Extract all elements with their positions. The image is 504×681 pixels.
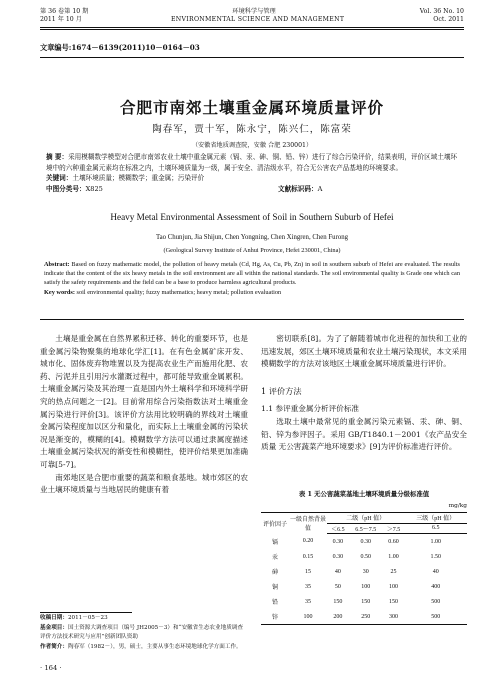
abstract-en <box>44 260 460 297</box>
date-cn: 2011 年 10 月 <box>40 16 82 23</box>
table-cell: 15 <box>305 568 311 575</box>
abstract-text-en: Based on fuzzy mathematic model, the pollution of heavy metals (Cd, Hg, As, Cu, Pb, Zn) in soil in southern suburb of Hefei are evaluated. The results indicate that the content of the six heavy metals in the soil environment are all within the national standards. The soil environmental quality is Grade one which can satisfy the safety requirements and the field can be a base to produce harmless agricultural products. <box>44 261 460 287</box>
abstract-label-en: Abstract: <box>44 261 70 268</box>
table-cell: 0.30 <box>332 553 344 560</box>
table-cell: 1.00 <box>388 553 399 560</box>
grade-standard-table <box>261 512 467 625</box>
abstract-text-cn: 采用模糊数学模型对合肥市南郊农业土壤中重金属元素（镉、汞、砷、铜、铅、锌）进行了综合污染评价，结果表明，评价区域土壤环境中的六种重金属元素均在标准之内，土壤环境质量为一级，属于安全、清洁级水平，符合无公害农产品基地的环境要求。 <box>46 153 458 172</box>
keywords-en: soil environmental quality; fuzzy mathematics; heavy metal; pollution evaluation <box>76 288 282 296</box>
table-cell: 镉 <box>271 539 278 546</box>
table-cell: 0.20 <box>302 538 314 545</box>
intro-paragraph-2: 南郊地区是合肥市重要的蔬菜和粮食基地。城市郊区的农业土壤环境质量与当地居民的健康有着 <box>40 472 248 495</box>
table-cell: 0.30 <box>332 538 344 545</box>
table-row <box>261 609 467 625</box>
table-cell: 100 <box>389 583 398 590</box>
table-row <box>261 549 467 564</box>
affiliation-cn: （安徽省地质调查院，安徽 合肥 230001） <box>191 142 313 149</box>
table-cell: 500 <box>431 598 441 605</box>
header-ph-high: ＞7.5 <box>383 523 405 534</box>
volume-issue-en: Vol. 36 No. 10 <box>419 8 464 15</box>
affiliation-en: (Geological Survey Institute of Anhui Province, Hefei 230001, China) <box>163 247 341 254</box>
table-row <box>261 594 467 609</box>
fund-text: 国土资源大调查项目（编号 JH2005－3）和“安徽省生态农业地质调查评价方法技术研究与应用”创新团队资助 <box>40 624 243 641</box>
section-heading-1: 1 评价方法 <box>261 385 302 396</box>
header-ph-grade3: 6.5 <box>404 523 467 534</box>
abstract-rule <box>40 319 464 320</box>
table-cell: 30 <box>362 568 369 575</box>
table-cell: 35 <box>305 598 311 605</box>
keywords-label-cn: 关键词： <box>46 174 73 182</box>
table-cell: 500 <box>404 609 467 625</box>
header-grade-3: 三级（pH 值） <box>404 513 467 524</box>
article-number-rule <box>40 57 464 58</box>
table-cell: 0.50 <box>360 553 371 560</box>
footnotes <box>40 614 248 652</box>
paper-title-en: Heavy Metal Environmental Assessment of Soil in Southern Suburb of Hefei <box>110 212 394 222</box>
intro-paragraph-1: 土壤是重金属在自然界累积迁移、转化的重要环节，也是重金属污染物聚集的地球化学汇[1]。在有色金属矿床开发、城市化、固体废弃物堆置以及为提高农业生产而施用化肥、农药、污泥并且引用污水灌溉过程中，都可能导致重金属累积。土壤重金属污染及其治理一直是国内外土壤科学和环境科学研究的热点问题之一[2]。目前常用综合污染指数法对土壤重金属污染进行评价[3]。该评价方法用比较明确的界线对土壤重金属污染程度加以区分和量化，而实际上土壤重金属的污染状况是渐变的，模糊的[4]。模糊数学方法可以通过隶属度描述土壤重金属污染状况的渐变性和模糊性，使评价结果更加准确可靠[5-7]。 <box>40 334 248 469</box>
keywords-cn: 土壤环境质量；模糊数学；重金属；污染评价 <box>72 174 205 182</box>
received-date: 2011－05－23 <box>67 615 108 621</box>
table-cell: 400 <box>431 583 441 590</box>
table-cell: 40 <box>334 568 341 575</box>
table-cell: 150 <box>361 598 371 605</box>
table-cell: 35 <box>305 583 311 590</box>
table-cell: 100 <box>289 609 327 625</box>
running-header <box>40 8 464 30</box>
authors-en: Tao Chunjun, Jia Shijun, Chen Yongning, Chen Xingren, Chen Furong <box>155 234 349 241</box>
method-paragraph-1: 选取土壤中最常见的重金属污染元素镉、汞、砷、铜、铅、锌为参评因子。采用 GB/T1840.1－2001《农产品安全质量 无公害蔬菜产地环境要求》[9]为评价标准进行评价。 <box>261 416 467 452</box>
page-number: · 164 · <box>40 664 62 672</box>
table-cell: 150 <box>333 598 343 605</box>
table-unit: mg/kg <box>448 503 467 509</box>
table-cell: 25 <box>390 568 397 575</box>
table-cell: 1.50 <box>430 553 441 560</box>
journal-name-en: ENVIRONMENTAL SCIENCE AND MANAGEMENT <box>170 16 345 23</box>
subsection-heading-1-1: 1.1 参评重金属分析评价标准 <box>261 404 360 414</box>
header-grade-2: 二级（pH 值） <box>327 513 404 524</box>
header-grade-1: 一级自然背景值 <box>289 513 327 534</box>
table-cell: 铅 <box>271 600 278 606</box>
header-rule <box>40 27 464 28</box>
table-row <box>261 579 467 594</box>
clc-label: 中图分类号： <box>46 184 86 193</box>
table-cell: 砷 <box>271 570 278 576</box>
footnote-rule <box>40 612 132 613</box>
body-column-right <box>261 333 467 454</box>
authors-cn: 陶春军，贾十军，陈永宁，陈兴仁，陈富荣 <box>152 124 352 135</box>
keywords-label-en: Key words: <box>44 288 75 296</box>
article-number: 文章编号:1674－6139(2011)10－0164－03 <box>40 43 200 52</box>
header-rule-thin <box>40 29 464 30</box>
table-cell: 0.30 <box>360 538 371 545</box>
table-cell: 100 <box>361 583 371 590</box>
header-ph-low: ＜6.5 <box>327 523 349 534</box>
table-cell: 150 <box>389 598 398 605</box>
table-cell: 200 <box>327 609 349 625</box>
table-row <box>261 534 467 550</box>
fund-label: 基金项目： <box>40 624 68 631</box>
table-caption: 表 1 无公害蔬菜基地土壤环境质量分级标准值 <box>298 490 430 498</box>
table-row <box>261 564 467 579</box>
table-cell: 0.15 <box>302 553 314 560</box>
table-cell: 40 <box>432 568 439 575</box>
table-cell: 锌 <box>261 609 289 625</box>
doc-code-label: 文献标识码： <box>278 184 318 193</box>
table-cell: 300 <box>383 609 405 625</box>
table-cell: 0.60 <box>388 538 399 545</box>
received-label: 收稿日期： <box>40 615 68 621</box>
doc-code: A <box>317 184 323 193</box>
table-cell: 汞 <box>271 555 278 561</box>
body-column-left <box>40 333 248 497</box>
intro-paragraph-3: 密切联系[8]。为了了解随着城市化进程的加快和工业的迅速发展，郊区土壤环境质量和农业土壤污染现状，本文采用模糊数学的方法对该地区土壤重金属环境质量进行评价。 <box>261 334 467 369</box>
journal-name-cn: 环境科学与管理 <box>232 8 276 15</box>
table-cell: 250 <box>349 609 383 625</box>
header-factor: 评价因子 <box>261 513 289 534</box>
abstract-cn <box>46 152 458 194</box>
volume-issue-cn: 第 36 卷第 10 期 <box>40 8 89 15</box>
author-bio: 陶春军（1982－），男，硕士，主要从事生态环境地球化学方面工作。 <box>67 643 242 650</box>
date-en: Oct. 2011 <box>433 16 464 23</box>
paper-title-cn: 合肥市南郊土壤重金属环境质量评价 <box>119 99 384 117</box>
header-ph-mid: 6.5～7.5 <box>349 523 383 534</box>
table-cell: 1.00 <box>430 538 441 545</box>
clc-number: X825 <box>85 184 103 193</box>
author-bio-label: 作者简介： <box>40 643 68 650</box>
table-cell: 50 <box>334 583 341 590</box>
abstract-label-cn: 摘 要： <box>46 153 69 161</box>
table-cell: 铜 <box>271 585 278 591</box>
